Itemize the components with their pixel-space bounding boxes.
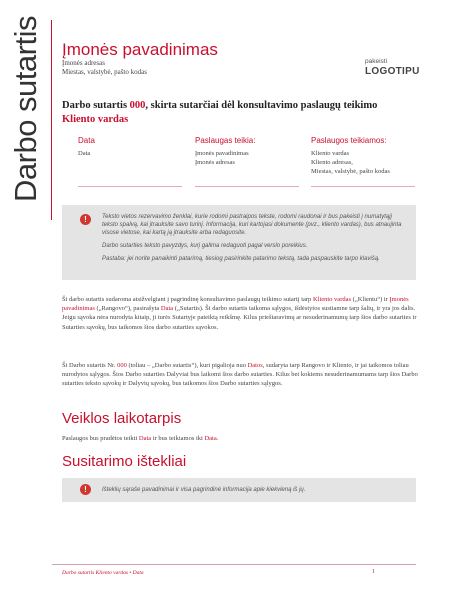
tip-text — [102, 213, 402, 268]
page-number: 1 — [372, 569, 375, 575]
intro-text-3: („Rangovo“), pasirašyta — [94, 305, 161, 313]
info-icon: ! — [80, 484, 91, 495]
intro-date-field[interactable]: Data — [160, 305, 174, 313]
contract-number-field[interactable]: 000 — [117, 362, 127, 369]
intro-client-field[interactable]: Kliento vardas — [312, 296, 352, 303]
section-heading-period: Veiklos laikotarpis — [62, 410, 182, 427]
intro-text-1: Ši darbo sutartis sudaroma atsižvelgiant į pagrindinę konsultavimo paslaugų teikimo sutartį tarp — [62, 296, 313, 303]
logo-placeholder[interactable] — [365, 58, 420, 77]
footer-text: Darbo sutartis Kliento vardas • Data — [62, 570, 144, 576]
intro-text-2: („Klientu“) ir — [351, 296, 390, 303]
company-name[interactable]: Įmonės pavadinimas — [62, 40, 218, 59]
column-rule-provider — [195, 186, 299, 187]
vertical-divider — [51, 20, 52, 220]
date-column-value[interactable] — [78, 149, 90, 158]
intro-paragraph[interactable] — [62, 295, 418, 332]
footer-divider — [52, 564, 416, 565]
company-address-line1: Įmonės adresas — [62, 59, 105, 67]
provider-name: Įmonės pavadinimas — [195, 150, 249, 157]
column-rule-recipient — [311, 186, 415, 187]
contract-paragraph[interactable] — [62, 361, 418, 389]
period-end-date[interactable]: Data — [204, 435, 217, 442]
document-side-title — [6, 16, 46, 202]
provider-column-header: Paslaugas teikia: — [195, 136, 256, 145]
section-heading-resources: Susitarimo ištekliai — [62, 453, 187, 470]
recipient-name: Kliento vardas — [311, 150, 350, 157]
period-text-3: . — [216, 435, 219, 442]
recipient-column-value[interactable] — [311, 149, 390, 176]
heading-part1: Darbo sutartis — [62, 100, 130, 111]
tip-box[interactable] — [62, 205, 416, 280]
recipient-address: Kliento adresas, — [311, 159, 353, 166]
intro-company-field[interactable]: Įmonės pavadinimas — [62, 296, 409, 313]
heading-part2: , skirta sutarčiai dėl konsultavimo paslaugų teikimo — [145, 100, 378, 111]
info-icon: ! — [80, 214, 91, 225]
logo-line1: pakeisti — [365, 58, 388, 65]
period-text-1: Paslaugos bus pradėtos teikti — [62, 435, 139, 442]
tip-paragraph-1: Teksto vietos rezervavimo ženklai, kurie rodomi pastraipos tekste, rodomi raudonai ir bus pakeisti į numatytąjį teksto spalvą, kai įtrauksite savo turinį. Informacija, kuri kartojasi dokumente (pvz., kliento vardas), bus atnaujinta visose vietose, kai kartą ją įtrauksite arba redaguosite. — [102, 214, 402, 236]
provider-column-value[interactable] — [195, 149, 249, 167]
contract-text-2: (toliau – „Darbo sutartis“), kuri pigalioja nuo — [126, 362, 248, 369]
column-rule-date — [78, 186, 182, 187]
tip-paragraph-3: Pastaba: jei norite panaikinti patarimą, tiesiog pasirinkite patarimo tekstą, tada paspauskite tarpo klavišą. — [102, 256, 380, 262]
resources-tip-text: Išteklių sąraše pavadinimai ir visa pagrindinė informacija apie kiekvieną iš jų. — [102, 487, 306, 493]
period-start-date[interactable]: Data — [138, 435, 152, 442]
tip-paragraph-2: Darbo sutarties teksto pavyzdys, kurį galima redaguoti pagal verslo poreikius. — [102, 243, 308, 249]
side-title-text: Darbo sutartis — [8, 16, 43, 202]
company-address-line2: Miestas, valstybė, pašto kodas — [62, 68, 147, 76]
provider-address: Įmonės adresas — [195, 159, 235, 166]
contract-text-1: Ši Darbo sutartis Nr. — [62, 362, 118, 369]
period-text-2: ir bus teikiamos iki — [151, 435, 205, 442]
logo-line2: LOGOTIPU — [365, 66, 420, 77]
recipient-column-header: Paslaugos teikiamos: — [311, 136, 387, 145]
date-value: Data — [78, 150, 91, 157]
date-column-header: Data — [78, 136, 95, 145]
period-paragraph[interactable] — [62, 434, 418, 443]
resources-tip-box[interactable] — [62, 478, 416, 502]
heading-client[interactable]: Kliento vardas — [62, 114, 129, 125]
document-heading — [62, 99, 422, 127]
intro-text-4: („Sutartis). Ši darbo sutartis taikoma sąlygos, išdėstytos sustiamne tarp šalių, ir yra jos dalis. Jeigu sąvoka nėra nurodyta kitaip, ji turės Sutartyje pateiktą reikšmę. Kilus prieštaravimų ar nesuderinamumų tarp šios darbo sutarties ir Sutarties sąvokų, bus taikomos šios darbo sutarties sąvokos. — [62, 305, 417, 331]
contract-text-3: , sudaryta tarp Rangovo ir Kliento, ir jai taikomos toliau nurodytos sąlygos. Šios Darbo sutarties Dalyviai bus laikomi šios darbo sutarties. Kilus bet kokiems nesuderinamumams tarp šios Darbo sutarties teksto sąvokų ir Dalyvių sąvokų, bus taikomos šios Darbo sutarties sąlygos. — [62, 362, 418, 388]
contract-date-field[interactable]: Datos — [247, 362, 263, 369]
heading-number[interactable]: 000 — [129, 100, 146, 111]
recipient-city: Miestas, valstybė, pašto kodas — [311, 168, 390, 175]
company-address[interactable] — [62, 59, 147, 77]
